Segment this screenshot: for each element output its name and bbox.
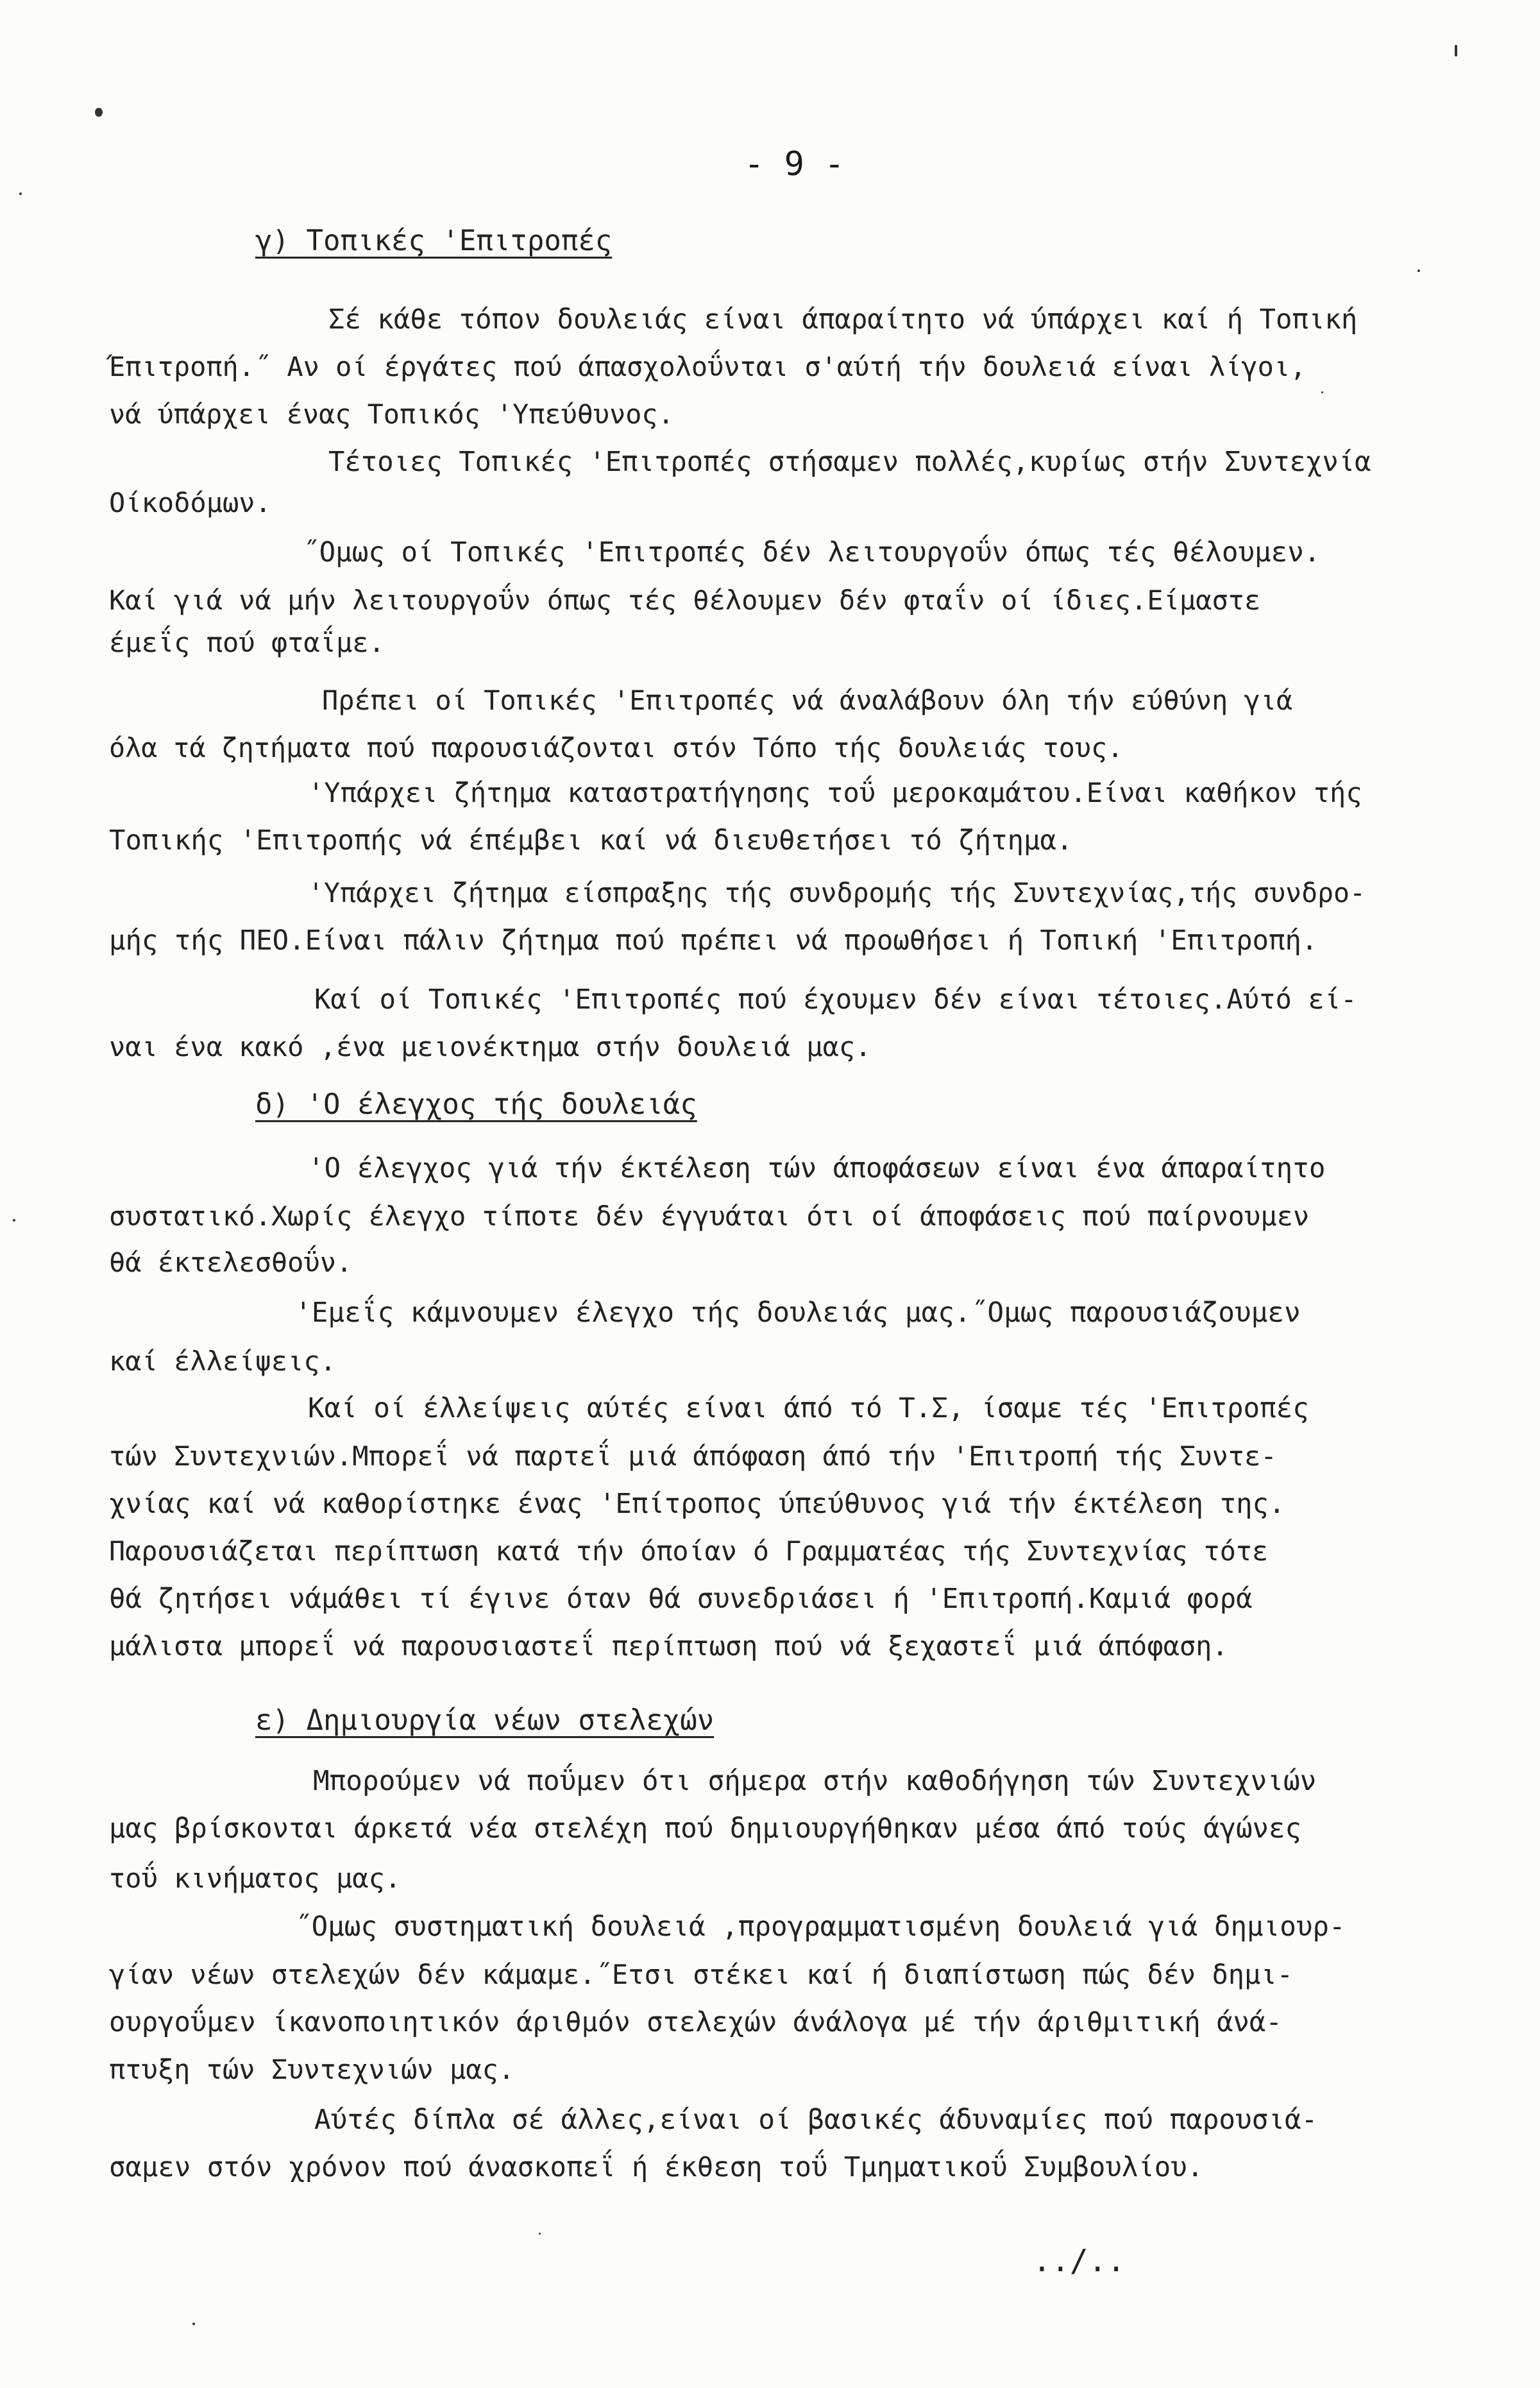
paragraph-line: Τέτοιες Τοπικές 'Επιτροπές στήσαμεν πολλές,κυρίως στήν Συντεχνία [328, 446, 1371, 477]
paragraph-line: 'Ο έλεγχος γιά τήν έκτέλεση τών άποφάσεων είναι ένα άπαραίτητο [308, 1153, 1326, 1184]
paragraph-line: τών Συντεχνιών.Μπορεΐ νά παρτεΐ μιά άπόφαση άπό τήν 'Επιτροπή τής Συντε- [109, 1440, 1277, 1472]
paragraph-line: μής τής ΠΕΟ.Είναι πάλιν ζήτημα πού πρέπει νά προωθήσει ή Τοπική 'Επιτροπή. [109, 925, 1318, 956]
paragraph-line: έμεΐς πού φταΐμε. [109, 627, 385, 658]
paragraph-line: Τοπικής 'Επιτροπής νά έπέμβει καί νά διευθετήσει τό ζήτημα. [109, 824, 1073, 856]
paragraph-line: όλα τά ζητήματα πού παρουσιάζονται στόν Τόπο τής δουλειάς τους. [109, 732, 1124, 763]
paragraph-line: Έπιτροπή.˝ Αν οί έργάτες πού άπασχολοΰνται σ'αύτή τήν δουλειά είναι λίγοι, [109, 351, 1307, 382]
paragraph-line: καί έλλείψεις. [109, 1345, 337, 1377]
scan-speck [19, 192, 22, 195]
paragraph-line: Καί οί Τοπικές 'Επιτροπές πού έχουμεν δέν είναι τέτοιες.Αύτό εί- [314, 984, 1357, 1015]
section-heading: ε) Δημιουργία νέων στελεχών [255, 1704, 715, 1737]
paragraph-line: 'Εμεΐς κάμνουμεν έλεγχο τής δουλειάς μας.˝Ομως παρουσιάζουμεν [295, 1297, 1301, 1329]
section-heading: γ) Τοπικές 'Επιτροπές [255, 225, 613, 257]
paragraph-line: ˝Ομως συστηματική δουλειά ,προγραμματισμένη δουλειά γιά δημιουρ- [295, 1911, 1346, 1943]
paragraph-line: μας βρίσκονται άρκετά νέα στελέχη πού δημιουργήθηκαν μέσα άπό τούς άγώνες [109, 1812, 1301, 1844]
scan-speck [95, 108, 103, 117]
scan-speck [192, 2323, 195, 2325]
paragraph-line: Σέ κάθε τόπον δουλειάς είναι άπαραίτητο νά ύπάρχει καί ή Τοπική [328, 303, 1358, 335]
paragraph-line: σαμεν στόν χρόνον πού άνασκοπεΐ ή έκθεση τοΰ Τμηματικοΰ Συμβουλίου. [109, 2151, 1204, 2183]
paragraph-line: Μπορούμεν νά ποΰμεν ότι σήμερα στήν καθοδήγηση τών Συντεχνιών [313, 1765, 1317, 1797]
paragraph-line: 'Υπάρχει ζήτημα είσπραξης τής συνδρομής τής Συντεχνίας,τής συνδρο- [308, 877, 1366, 908]
paragraph-line: Οίκοδόμων. [109, 487, 271, 518]
paragraph-line: ουργοΰμεν ίκανοποιητικόν άριθμόν στελεχών άνάλογα μέ τήν άριθμιτική άνά- [109, 2006, 1282, 2038]
paragraph-line: Παρουσιάζεται περίπτωση κατά τήν όποίαν ό Γραμματέας τής Συντεχνίας τότε [109, 1535, 1269, 1567]
paragraph-line: γίαν νέων στελεχών δέν κάμαμε.˝Ετσι στέκει καί ή διαπίστωση πώς δέν δημι- [109, 1959, 1293, 1990]
paragraph-line: συστατικό.Χωρίς έλεγχο τίποτε δέν έγγυάται ότι οί άποφάσεις πού παίρνουμεν [109, 1200, 1310, 1232]
paragraph-line: 'Υπάρχει ζήτημα καταστρατήγησης τοΰ μεροκαμάτου.Είναι καθήκον τής [308, 777, 1362, 808]
page-number: - 9 - [744, 145, 845, 183]
paragraph-line: ναι ένα κακό ,ένα μειονέκτημα στήν δουλειά μας. [109, 1031, 872, 1062]
scan-speck [13, 1219, 15, 1222]
scan-speck [1417, 269, 1420, 272]
paragraph-line: Καί οί έλλείψεις αύτές είναι άπό τό Τ.Σ, ίσαμε τές 'Επιτροπές [308, 1393, 1309, 1424]
paragraph-line: Καί γιά νά μήν λειτουργοΰν όπως τές θέλουμεν δέν φταΐν οί ίδιες.Είμαστε [109, 584, 1261, 616]
paragraph-line: Αύτές δίπλα σέ άλλες,είναι οί βασικές άδυναμίες πού παρουσιά- [314, 2104, 1318, 2136]
paragraph-line: νά ύπάρχει ένας Τοπικός 'Υπεύθυνος. [109, 398, 674, 430]
paragraph-line: θά ζητήσει νάμάθει τί έγινε όταν θά συνεδριάσει ή 'Επιτροπή.Καμιά φορά [109, 1583, 1253, 1614]
paragraph-line: χνίας καί νά καθορίστηκε ένας 'Επίτροπος ύπεύθυνος γιά τήν έκτέλεση της. [109, 1488, 1285, 1519]
paragraph-line: πτυξη τών Συντεχνιών μας. [109, 2054, 515, 2085]
section-heading: δ) 'Ο έλεγχος τής δουλειάς [255, 1088, 697, 1121]
scan-speck [1455, 45, 1457, 56]
paragraph-line: Πρέπει οί Τοπικές 'Επιτροπές νά άναλάβουν όλη τήν εύθύνη γιά [322, 685, 1293, 716]
scan-speck [539, 2233, 541, 2235]
scan-speck [1321, 391, 1323, 393]
continuation-mark: ../.. [1033, 2243, 1126, 2279]
paragraph-line: τοΰ κινήματος μας. [109, 1863, 402, 1894]
paragraph-line: ˝Ομως οί Τοπικές 'Επιτροπές δέν λειτουργοΰν όπως τές θέλουμεν. [303, 537, 1321, 568]
paragraph-line: θά έκτελεσθοΰν. [109, 1247, 353, 1278]
paragraph-line: μάλιστα μπορεΐ νά παρουσιαστεΐ περίπτωση πού νά ξεχαστεΐ μιά άπόφαση. [109, 1630, 1228, 1662]
